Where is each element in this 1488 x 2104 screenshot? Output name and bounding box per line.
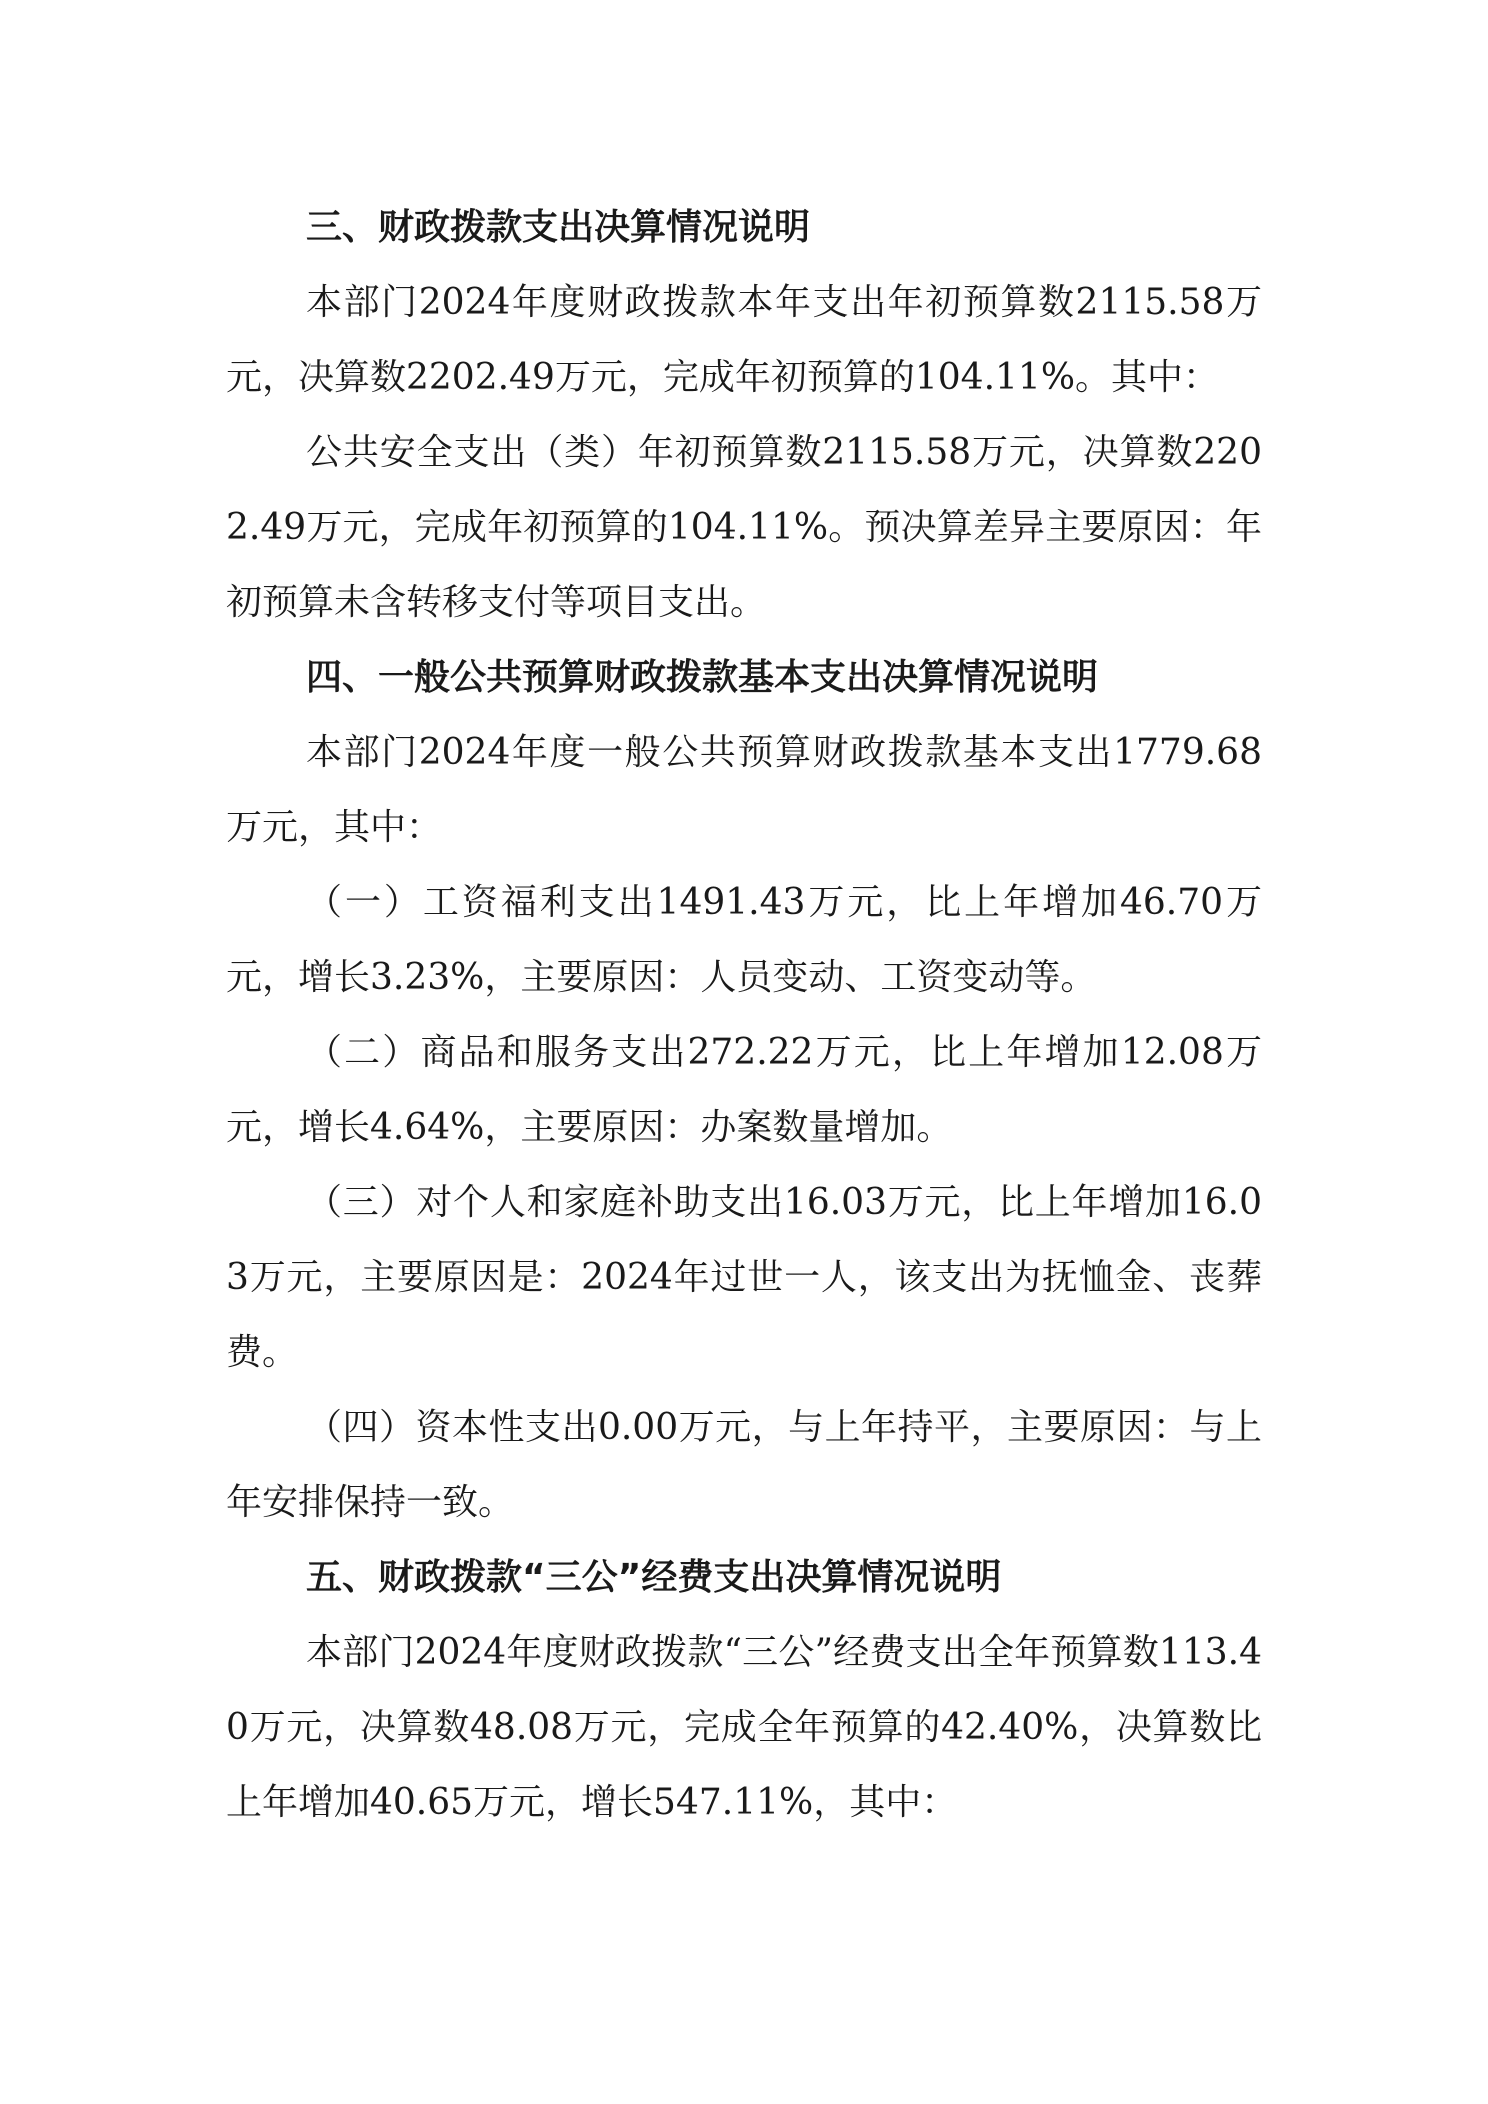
paragraph: （一）工资福利支出1491.43万元，比上年增加46.70万元，增长3.23%，主要原因：人员变动、工资变动等。 <box>226 882 1262 998</box>
paragraph: 本部门2024年度财政拨款本年支出年初预算数2115.58万元，决算数2202.49万元，完成年初预算的104.11%。其中： <box>226 282 1262 398</box>
paragraph: 本部门2024年度一般公共预算财政拨款基本支出1779.68万元，其中： <box>226 732 1262 848</box>
paragraph: （四）资本性支出0.00万元，与上年持平，主要原因：与上年安排保持一致。 <box>226 1407 1262 1523</box>
paragraph: 公共安全支出（类）年初预算数2115.58万元，决算数2202.49万元，完成年初预算的104.11%。预决算差异主要原因：年初预算未含转移支付等项目支出。 <box>226 432 1262 623</box>
paragraph: （三）对个人和家庭补助支出16.03万元，比上年增加16.03万元，主要原因是：2024年过世一人，该支出为抚恤金、丧葬费。 <box>226 1182 1262 1373</box>
section-heading: 三、财政拨款支出决算情况说明 <box>306 207 811 248</box>
section-heading: 五、财政拨款“三公”经费支出决算情况说明 <box>306 1557 1002 1598</box>
document-page <box>226 190 1262 1840</box>
section-heading: 四、一般公共预算财政拨款基本支出决算情况说明 <box>306 657 1099 698</box>
paragraph: 本部门2024年度财政拨款“三公”经费支出全年预算数113.40万元，决算数48.08万元，完成全年预算的42.40%，决算数比上年增加40.65万元，增长547.11%，其中： <box>226 1632 1262 1823</box>
paragraph: （二）商品和服务支出272.22万元，比上年增加12.08万元，增长4.64%，主要原因：办案数量增加。 <box>226 1032 1262 1148</box>
